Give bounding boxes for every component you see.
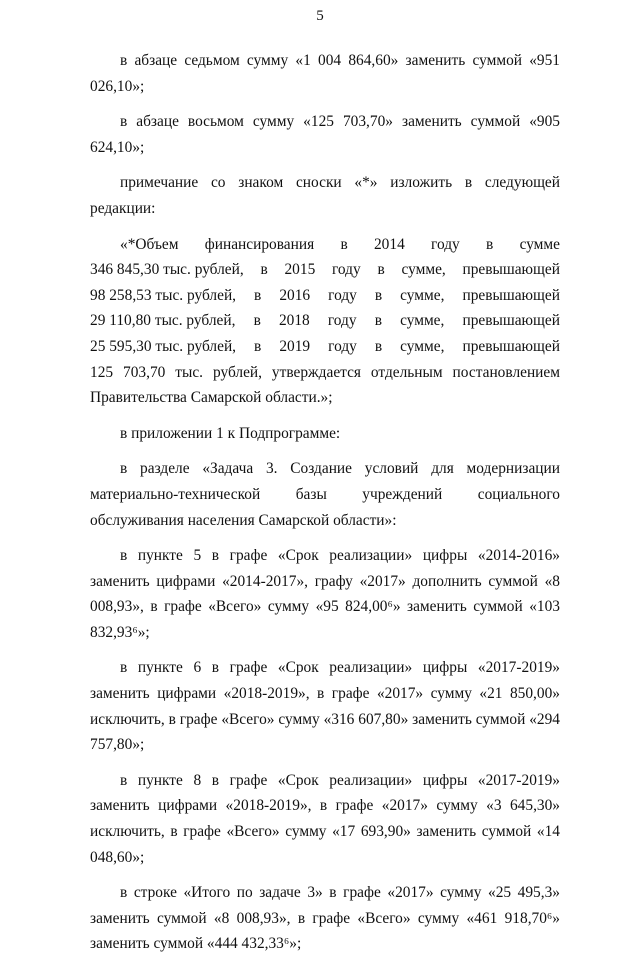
document-body [90, 48, 560, 957]
footnote-word: в [374, 337, 383, 355]
footnote-word: в [254, 337, 262, 355]
footnote-word: 2019 [279, 337, 311, 355]
footnote-tail: 125 703,70 тыс. рублей, утверждается отдельным постановлением Правительства Самарской области.»; [90, 363, 560, 407]
footnote-word: году [328, 286, 357, 304]
footnote-word: в [374, 286, 383, 304]
footnote-word: 29 110,80 тыс. рублей, [90, 312, 236, 330]
paragraph-task-3-section: в разделе «Задача 3. Создание условий для модернизации материально-технической базы учреждений социального обслуживания населения Самарской области»: [90, 460, 560, 529]
footnote-line [90, 232, 560, 258]
footnote-word: в [486, 235, 494, 253]
footnote-word: превышающей [462, 312, 560, 330]
footnote-line [90, 257, 560, 283]
footnote-block [90, 232, 560, 411]
footnote-word: сумме, [400, 337, 445, 355]
page-number: 5 [316, 8, 324, 24]
footnote-word: 2014 [373, 235, 405, 253]
paragraph-task-3-total: в строке «Итого по задаче 3» в графе «2017» сумму «25 495,3» заменить суммой «8 008,93», в графе «Всего» сумму «461 918,70⁶» заменить суммой «444 432,33⁶»; [90, 884, 560, 953]
footnote-word: в [260, 261, 268, 279]
paragraph-7th-abzac: в абзаце седьмом сумму «1 004 864,60» заменить суммой «951 026,10»; [90, 52, 560, 95]
footnote-word: году [431, 235, 460, 253]
paragraph-item-6: в пункте 6 в графе «Срок реализации» цифры «2017-2019» заменить цифрами «2018-2019», в графе «2017» сумму «21 850,00» исключить, в графе «Всего» сумму «316 607,80» заменить суммой «294 757,80»; [90, 659, 560, 754]
paragraph-8th-abzac: в абзаце восьмом сумму «125 703,70» заменить суммой «905 624,10»; [90, 113, 560, 156]
footnote-word: году [332, 261, 361, 279]
footnote-word: сумме [519, 235, 560, 253]
footnote-word: 98 258,53 тыс. рублей, [90, 286, 237, 304]
footnote-word: сумме, [400, 312, 445, 330]
footnote-word: 25 595,30 тыс. рублей, [90, 337, 237, 355]
footnote-word: сумме, [400, 286, 445, 304]
footnote-word: в [377, 261, 385, 279]
footnote-word: 346 845,30 тыс. рублей, [90, 261, 244, 279]
footnote-word: превышающей [462, 286, 560, 304]
paragraph-item-5: в пункте 5 в графе «Срок реализации» цифры «2014-2016» заменить цифрами «2014-2017», графу «2017» дополнить суммой «8 008,93», в графе «Всего» сумму «95 824,00⁶» заменить суммой «103 832,93⁶»; [90, 547, 560, 641]
footnote-line [90, 308, 560, 334]
footnote-word: 2016 [279, 286, 311, 304]
footnote-word: году [328, 337, 357, 355]
footnote-line [90, 283, 560, 309]
footnote-word: в [254, 286, 262, 304]
footnote-word: в [340, 235, 348, 253]
paragraph-appendix-1: в приложении 1 к Подпрограмме: [120, 424, 341, 442]
footnote-word: превышающей [462, 261, 560, 279]
footnote-word: 2015 [284, 261, 316, 279]
footnote-tail-line [90, 360, 560, 411]
footnote-word: году [327, 312, 357, 330]
footnote-word: 2018 [278, 312, 310, 330]
footnote-word: превышающей [462, 337, 560, 355]
footnote-word: в [253, 312, 261, 330]
paragraph-item-8: в пункте 8 в графе «Срок реализации» цифры «2017-2019» заменить цифрами «2018-2019», в графе «2017» сумму «3 645,30» исключить, в графе «Всего» сумму «17 693,90» заменить суммой «14 048,60»; [90, 771, 560, 866]
footnote-word: финансирования [204, 235, 315, 253]
footnote-word: «*Объем [120, 235, 179, 253]
paragraph-footnote-intro: примечание со знаком сноски «*» изложить в следующей редакции: [90, 174, 560, 217]
footnote-word: сумме, [401, 261, 446, 279]
footnote-line [90, 334, 560, 360]
footnote-word: в [374, 312, 382, 330]
